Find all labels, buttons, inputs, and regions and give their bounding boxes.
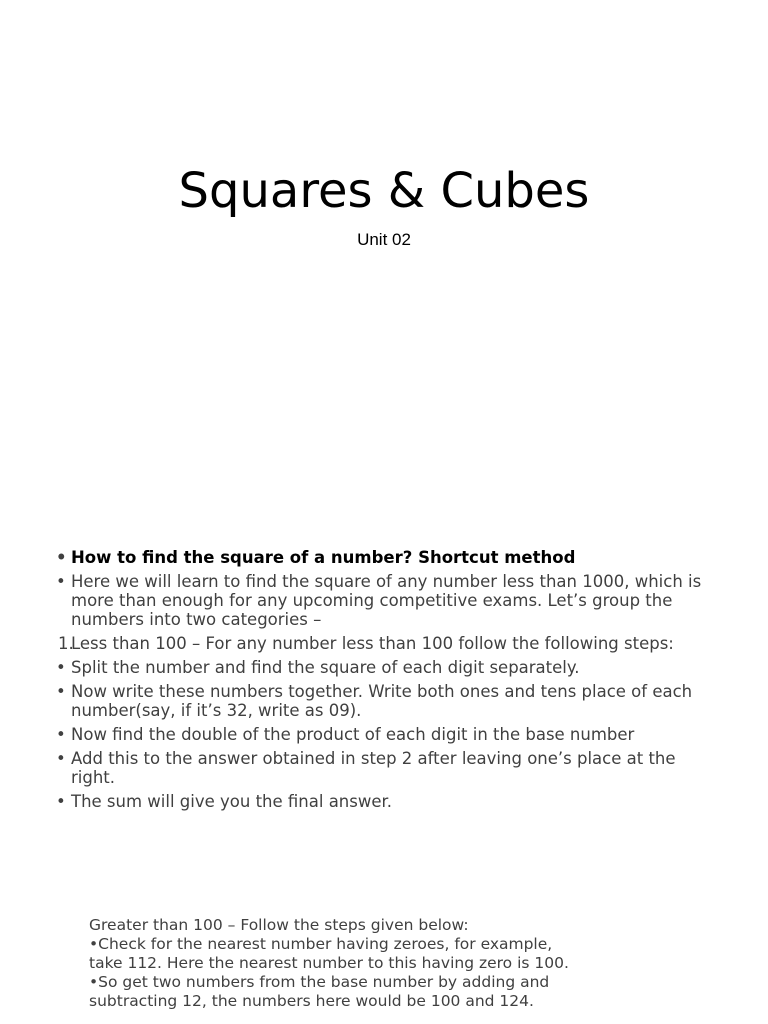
text-line: Greater than 100 – Follow the steps given below: (89, 916, 469, 934)
bullet-item (56, 572, 716, 629)
bullet-text: Here we will learn to find the square of any number less than 1000, which is more than enough for any upcoming competitive exams. Let’s group the numbers into two categories – (71, 572, 702, 629)
bullet-text: Add this to the answer obtained in step 2 after leaving one’s place at the right. (71, 749, 676, 787)
bullet-text: The sum will give you the final answer. (71, 792, 393, 811)
bullet-marker: • (56, 725, 66, 744)
bullet-marker: • (56, 792, 66, 811)
text-line: •So get two numbers from the base number by adding and subtracting 12, the numbers here would be 100 and 124. (89, 973, 550, 1010)
bullet-marker: • (56, 682, 66, 701)
text-line: •Check for the nearest number having zeroes, for example, take 112. Here the nearest number to this having zero is 100. (89, 935, 569, 972)
bullet-heading (56, 548, 716, 567)
bullet-text: Now find the double of the product of each digit in the base number (71, 725, 635, 744)
bullet-item (56, 725, 716, 744)
bullet-marker: • (56, 572, 66, 591)
bullet-text: Split the number and find the square of each digit separately. (71, 658, 580, 677)
number-marker: 1. (58, 634, 74, 653)
bullet-marker: • (56, 658, 66, 677)
bullet-marker: • (56, 749, 66, 768)
bullet-item (56, 682, 716, 720)
bullet-item (56, 658, 716, 677)
bullet-text: Less than 100 – For any number less than 100 follow the following steps: (71, 634, 674, 653)
bullet-list (56, 548, 716, 816)
bullet-text: Now write these numbers together. Write both ones and tens place of each number(say, if it’s 32, write as 09). (71, 682, 693, 720)
bullet-text: How to find the square of a number? Shortcut method (71, 548, 576, 567)
bullet-item (56, 749, 716, 787)
bullet-item (56, 792, 716, 811)
numbered-item (56, 634, 716, 653)
slide-title: Squares & Cubes (178, 163, 590, 219)
next-slide-text (89, 916, 579, 1011)
bullet-marker: • (56, 548, 67, 567)
slide-subtitle: Unit 02 (357, 230, 411, 249)
